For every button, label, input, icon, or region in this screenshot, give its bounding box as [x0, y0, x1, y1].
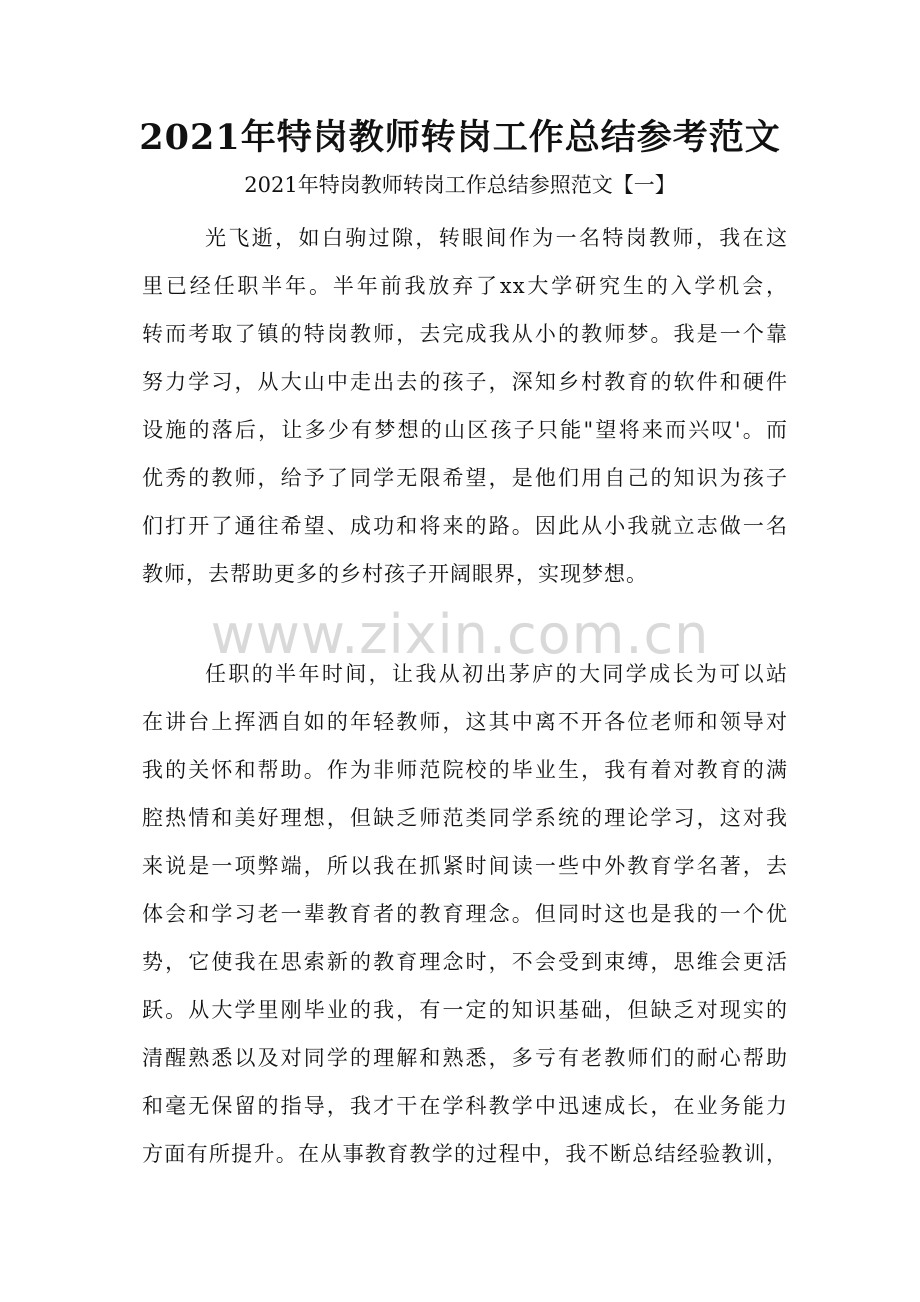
paragraph-line: 优秀的教师，给予了同学无限希望，是他们用自己的知识为孩子	[142, 466, 788, 490]
paragraph-line: 清醒熟悉以及对同学的理解和熟悉，多亏有老教师们的耐心帮助	[142, 1046, 788, 1070]
paragraph-line: 转而考取了镇的特岗教师，去完成我从小的教师梦。我是一个靠	[142, 322, 788, 346]
paragraph-line: 跃。从大学里刚毕业的我，有一定的知识基础，但缺乏对现实的	[142, 998, 788, 1022]
document-subtitle: 2021年特岗教师转岗工作总结参照范文【一】	[244, 173, 676, 197]
paragraph-line: 体会和学习老一辈教育者的教育理念。但同时这也是我的一个优	[142, 902, 788, 926]
paragraph-line: 我的关怀和帮助。作为非师范院校的毕业生，我有着对教育的满	[142, 758, 788, 782]
paragraph-line: 腔热情和美好理想，但缺乏师范类同学系统的理论学习，这对我	[142, 806, 788, 830]
paragraph-line: 方面有所提升。在从事教育教学的过程中，我不断总结经验教训，	[142, 1142, 788, 1166]
paragraph-line: 光飞逝，如白驹过隙，转眼间作为一名特岗教师，我在这	[205, 226, 788, 250]
paragraph-line: 任职的半年时间，让我从初出茅庐的大同学成长为可以站	[205, 662, 788, 686]
paragraph-line: 和毫无保留的指导，我才干在学科教学中迅速成长，在业务能力	[142, 1094, 788, 1118]
document-title: 2021年特岗教师转岗工作总结参考范文	[139, 117, 781, 158]
paragraph-line: 们打开了通往希望、成功和将来的路。因此从小我就立志做一名	[142, 514, 788, 538]
paragraph-2	[142, 650, 788, 1178]
paragraph-line: 努力学习，从大山中走出去的孩子，深知乡村教育的软件和硬件	[142, 370, 788, 394]
paragraph-1	[142, 214, 788, 598]
paragraph-line: 势，它使我在思索新的教育理念时，不会受到束缚，思维会更活	[142, 950, 788, 974]
paragraph-line: 设施的落后，让多少有梦想的山区孩子只能"望将来而兴叹'。而	[142, 418, 788, 442]
watermark: www.zixin.com.cn	[210, 603, 710, 666]
paragraph-line: 教师，去帮助更多的乡村孩子开阔眼界，实现梦想。	[142, 562, 648, 586]
paragraph-line: 里已经任职半年。半年前我放弃了xx大学研究生的入学机会，	[142, 274, 788, 298]
paragraph-line: 在讲台上挥洒自如的年轻教师，这其中离不开各位老师和领导对	[142, 710, 788, 734]
paragraph-line: 来说是一项弊端，所以我在抓紧时间读一些中外教育学名著，去	[142, 854, 788, 878]
